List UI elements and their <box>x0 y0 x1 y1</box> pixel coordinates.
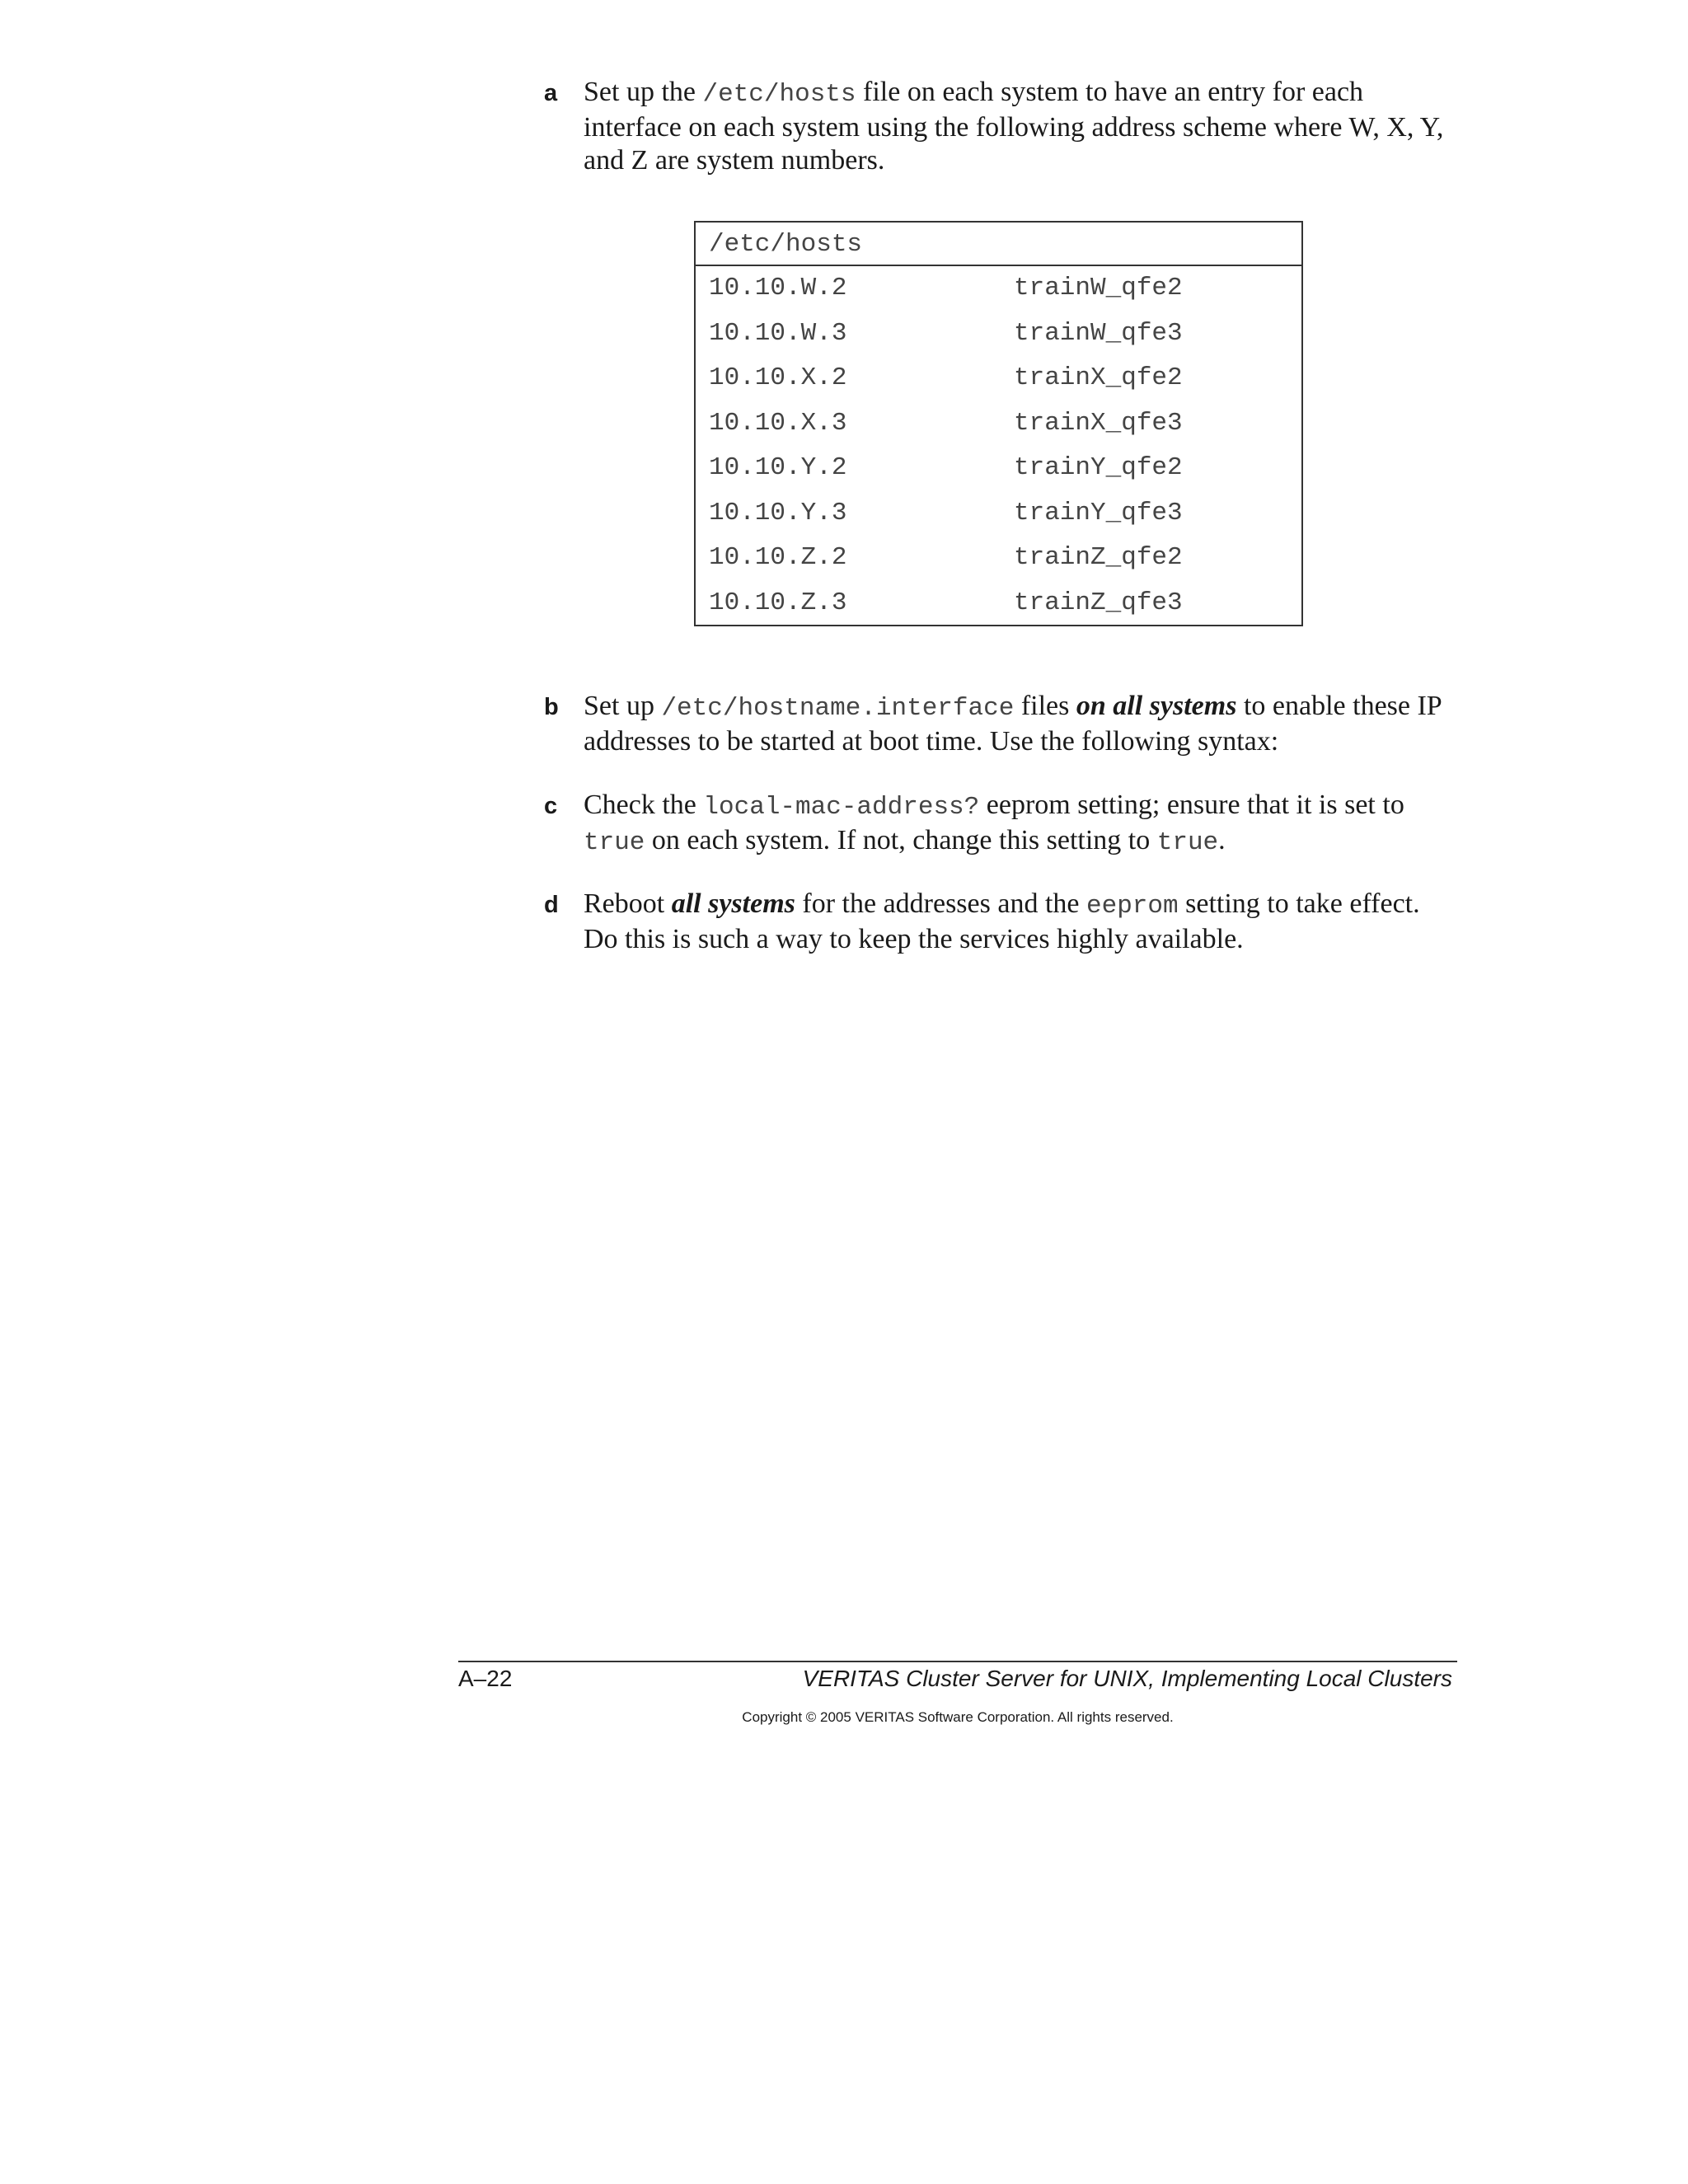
step-text: eeprom setting; ensure that it is set to <box>979 790 1404 820</box>
host-name: trainZ_qfe3 <box>1014 588 1183 617</box>
code-path: /etc/hostname.interface <box>661 694 1015 723</box>
emphasis-text: on all systems <box>1076 691 1237 721</box>
step-d <box>544 888 1457 956</box>
step-text: to enable these IP addresses to be started at boot time. Use the following syntax: <box>584 691 1442 757</box>
step-b <box>544 690 1457 758</box>
footer-divider <box>458 1661 1457 1662</box>
hosts-table-header: /etc/hosts <box>696 223 1301 266</box>
ip-address: 10.10.Y.3 <box>709 498 847 527</box>
table-row <box>696 491 1301 537</box>
step-letter: a <box>544 80 558 106</box>
table-row <box>696 356 1301 401</box>
code-value: true <box>1156 828 1219 857</box>
step-letter: d <box>544 892 559 918</box>
step-text: . <box>1218 825 1226 855</box>
table-row <box>696 266 1301 312</box>
host-name: trainY_qfe2 <box>1014 453 1183 482</box>
host-name: trainY_qfe3 <box>1014 498 1183 527</box>
step-text: Reboot <box>584 888 672 919</box>
ip-address: 10.10.Z.2 <box>709 543 847 572</box>
ip-address: 10.10.Y.2 <box>709 453 847 482</box>
step-text: files <box>1014 691 1076 721</box>
host-name: trainW_qfe3 <box>1014 318 1183 348</box>
step-text: Check the <box>584 790 704 820</box>
host-name: trainX_qfe2 <box>1014 363 1183 392</box>
table-row <box>696 312 1301 357</box>
table-row <box>696 446 1301 491</box>
step-text: file on each system to have an entry for each interface on each system using the following address scheme where W, X, Y, and Z are system numbers. <box>584 77 1444 176</box>
host-name: trainZ_qfe2 <box>1014 543 1183 572</box>
emphasis-text: all systems <box>671 888 795 919</box>
step-a <box>544 76 1457 177</box>
ip-address: 10.10.X.2 <box>709 363 847 392</box>
table-row <box>696 536 1301 581</box>
ip-address: 10.10.W.2 <box>709 274 847 302</box>
code-value: true <box>584 828 645 857</box>
host-name: trainX_qfe3 <box>1014 408 1183 438</box>
step-letter: b <box>544 694 559 720</box>
table-row <box>696 581 1301 626</box>
hosts-table <box>694 221 1303 626</box>
ip-address: 10.10.X.3 <box>709 408 847 438</box>
host-name: trainW_qfe2 <box>1014 274 1183 302</box>
book-title: VERITAS Cluster Server for UNIX, Implementing Local Clusters <box>802 1666 1452 1691</box>
code-setting: local-mac-address? <box>703 793 980 822</box>
ip-address: 10.10.Z.3 <box>709 588 847 617</box>
step-text: Set up <box>584 691 662 721</box>
step-text: for the addresses and the <box>795 888 1086 919</box>
step-text: on each system. If not, change this setting to <box>645 825 1157 855</box>
copyright-notice: Copyright © 2005 VERITAS Software Corporation. All rights reserved. <box>742 1709 1174 1725</box>
step-text: Set up the <box>584 77 703 107</box>
step-letter: c <box>544 793 558 819</box>
table-row <box>696 401 1301 447</box>
ip-address: 10.10.W.3 <box>709 318 847 348</box>
code-path: /etc/hosts <box>702 80 856 109</box>
page-number: A–22 <box>458 1666 513 1691</box>
step-c <box>544 789 1457 860</box>
code-command: eeprom <box>1086 892 1179 921</box>
step-text: setting to take effect. Do this is such a way to keep the services highly available. <box>584 888 1420 954</box>
